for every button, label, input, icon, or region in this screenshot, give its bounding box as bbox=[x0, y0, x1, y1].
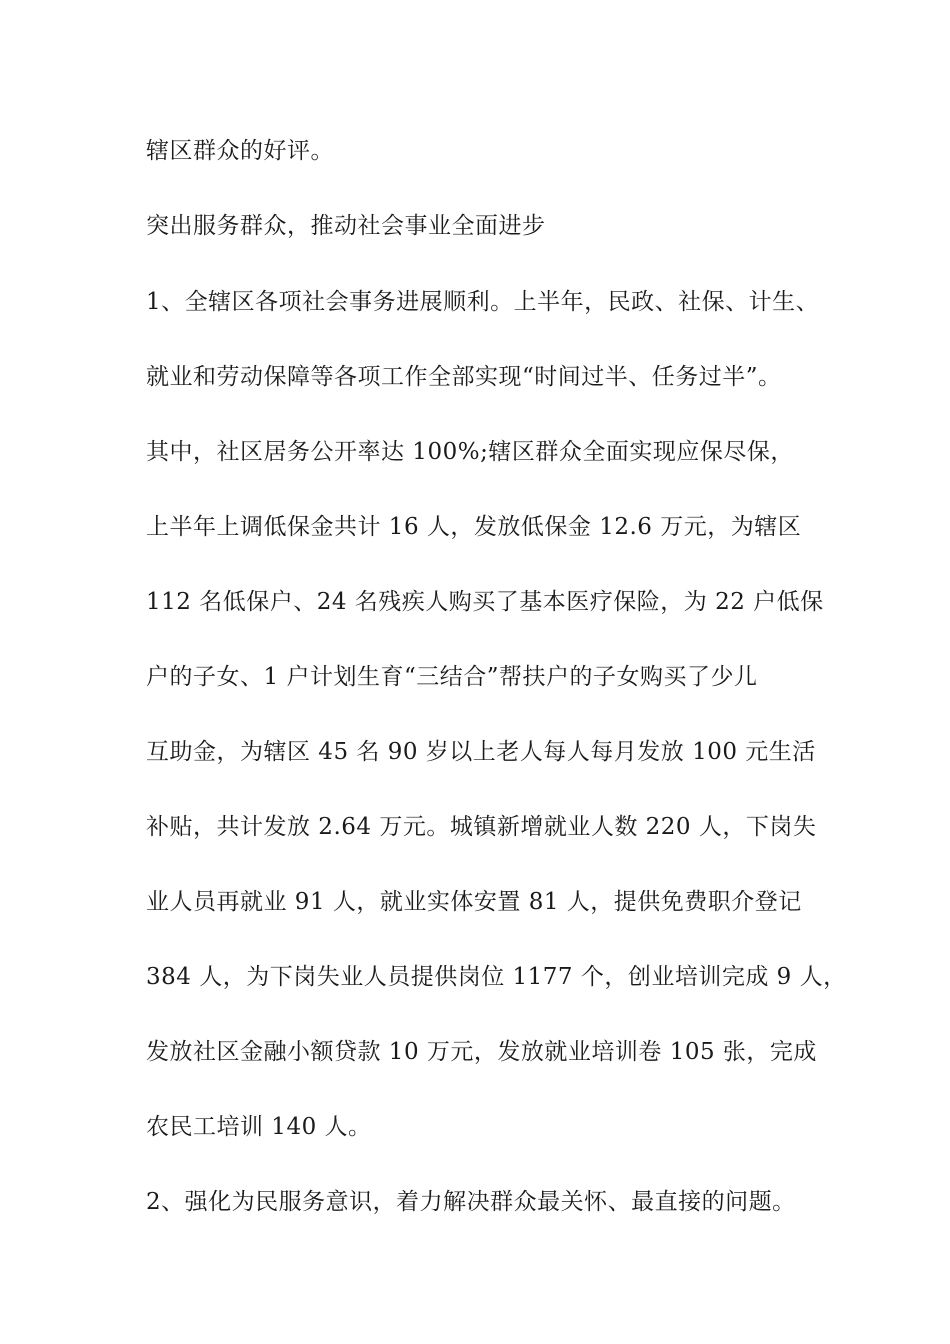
text-line: 农民工培训 140 人。 bbox=[146, 1114, 372, 1140]
text-line: 补贴，共计发放 2.64 万元。城镇新增就业人数 220 人，下岗失 bbox=[146, 814, 817, 840]
text-line: 就业和劳动保障等各项工作全部实现“时间过半、任务过半”。 bbox=[146, 364, 782, 390]
text-line: 上半年上调低保金共计 16 人，发放低保金 12.6 万元，为辖区 bbox=[146, 514, 802, 540]
text-line: 互助金，为辖区 45 名 90 岁以上老人每人每月发放 100 元生活 bbox=[146, 739, 816, 765]
text-line: 384 人，为下岗失业人员提供岗位 1177 个，创业培训完成 9 人， bbox=[146, 964, 847, 990]
text-line: 112 名低保户、24 名残疾人购买了基本医疗保险，为 22 户低保 bbox=[146, 589, 824, 615]
text-line: 其中，社区居务公开率达 100%;辖区群众全面实现应保尽保， bbox=[146, 439, 794, 465]
text-line: 辖区群众的好评。 bbox=[146, 138, 334, 164]
text-line: 业人员再就业 91 人，就业实体安置 81 人，提供免费职介登记 bbox=[146, 889, 802, 915]
text-line: 发放社区金融小额贷款 10 万元，发放就业培训卷 105 张，完成 bbox=[146, 1039, 817, 1065]
text-line: 1、全辖区各项社会事务进展顺利。上半年，民政、社保、计生、 bbox=[146, 289, 820, 315]
section-heading: 突出服务群众，推动社会事业全面进步 bbox=[146, 213, 546, 239]
text-line: 户的子女、1 户计划生育“三结合”帮扶户的子女购买了少儿 bbox=[146, 664, 758, 690]
text-line: 2、强化为民服务意识，着力解决群众最关怀、最直接的问题。 bbox=[146, 1189, 796, 1215]
